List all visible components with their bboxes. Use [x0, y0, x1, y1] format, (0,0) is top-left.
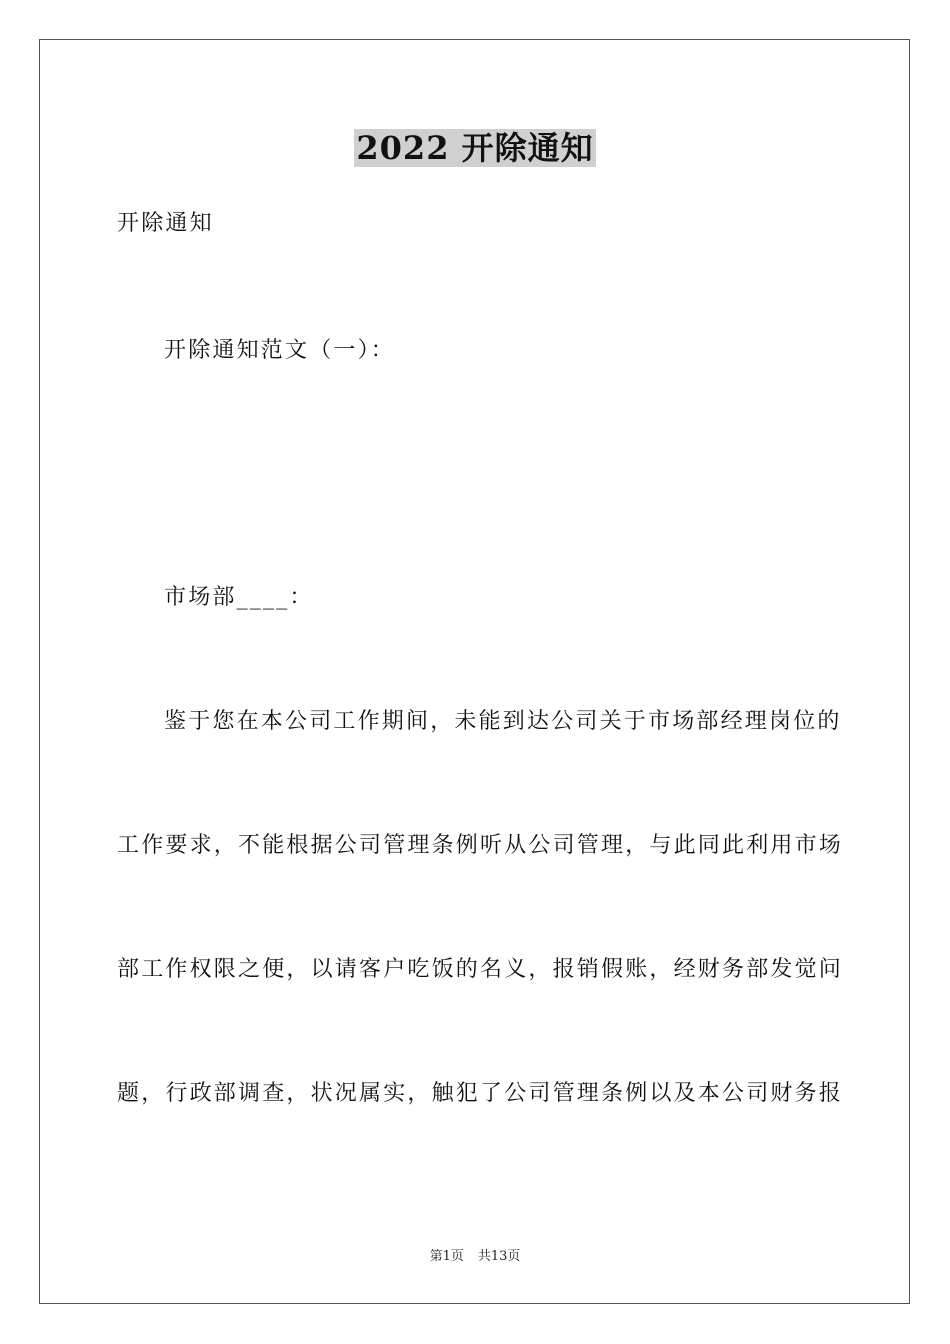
body-line-4: 题，行政部调查，状况属实，触犯了公司管理条例以及本公司财务报: [117, 1081, 844, 1106]
sample-heading: 开除通知范文（一）：: [164, 338, 396, 363]
body-line-2: 工作要求，不能根据公司管理条例听从公司管理，与此同此利用市场: [117, 833, 844, 858]
document-title: [0, 128, 950, 168]
body-line-1: 鉴于您在本公司工作期间，未能到达公司关于市场部经理岗位的: [164, 709, 842, 734]
document-subtitle: 开除通知: [117, 211, 214, 236]
addressee-line: 市场部____：: [164, 585, 314, 610]
page-number: 第1页: [429, 1249, 464, 1264]
page-footer: [0, 1248, 950, 1266]
body-line-3: 部工作权限之便，以请客户吃饭的名义，报销假账，经财务部发觉问: [117, 957, 844, 982]
document-title-text: 2022 开除通知: [356, 129, 594, 167]
page-total: 共13页: [477, 1249, 521, 1264]
